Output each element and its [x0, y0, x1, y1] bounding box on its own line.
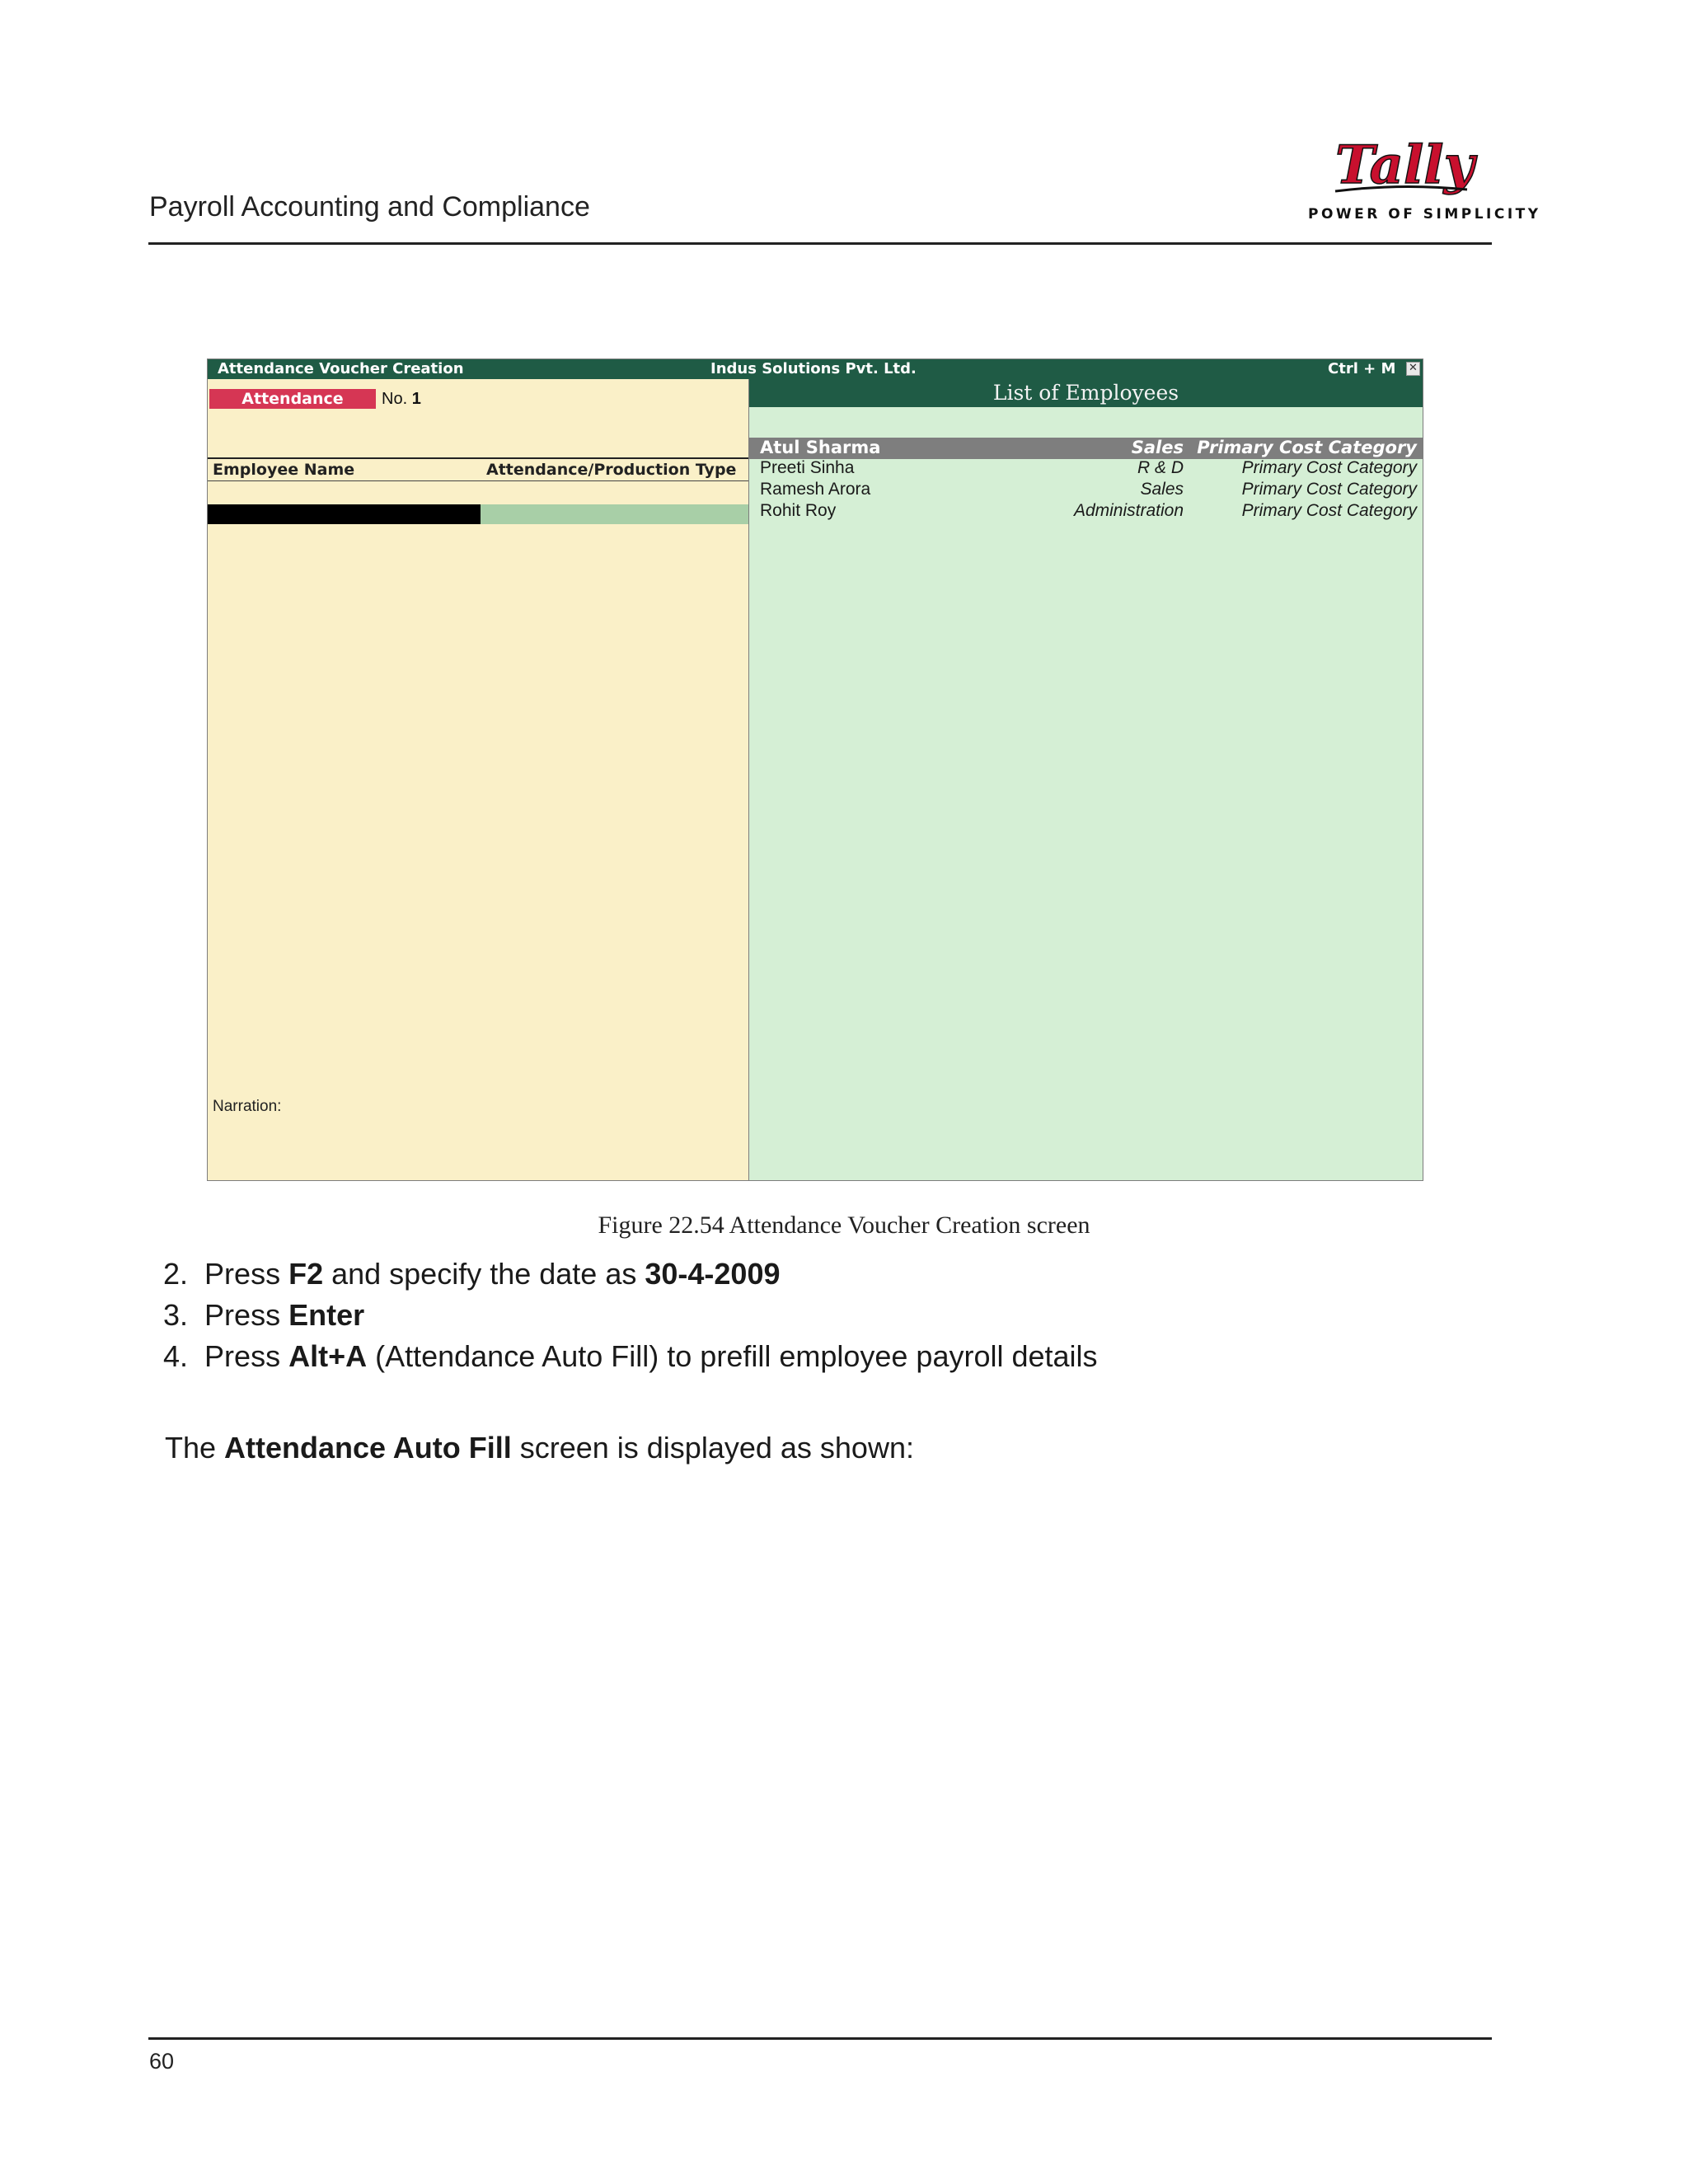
- step-number: 3.: [163, 1298, 189, 1332]
- employee-department: Sales: [1140, 480, 1184, 499]
- employee-list-item[interactable]: [749, 438, 1423, 459]
- step-text: Press: [204, 1339, 289, 1373]
- employee-name: Rohit Roy: [760, 501, 837, 520]
- narration-label: Narration:: [213, 1098, 282, 1115]
- attendance-voucher-screenshot: [207, 359, 1423, 1181]
- employee-list-item[interactable]: [749, 480, 1423, 501]
- employee-list-title: List of Employees: [749, 379, 1423, 407]
- voucher-type-badge[interactable]: Attendance: [209, 389, 376, 409]
- employee-cost-category: Primary Cost Category: [1241, 458, 1417, 477]
- step-number: 4.: [163, 1339, 189, 1373]
- page-header-title: Payroll Accounting and Compliance: [149, 191, 590, 223]
- employee-department: R & D: [1137, 458, 1184, 477]
- titlebar-shortcut: Ctrl + M: [1328, 360, 1396, 377]
- employee-cost-category: Primary Cost Category: [1241, 501, 1417, 520]
- employee-list-item[interactable]: [749, 458, 1423, 480]
- step-text: Press: [204, 1298, 289, 1332]
- voucher-pane: [208, 379, 749, 1180]
- step-key: Enter: [288, 1298, 365, 1332]
- step-number: 2.: [163, 1257, 189, 1291]
- employee-department: Sales: [1131, 438, 1184, 457]
- voucher-no-value: 1: [411, 390, 421, 408]
- voucher-no-label: No.: [382, 390, 408, 408]
- employee-name: Ramesh Arora: [760, 480, 871, 499]
- column-header-bottom-rule: [208, 480, 748, 481]
- figure-caption: Figure 22.54 Attendance Voucher Creation screen: [598, 1212, 1090, 1239]
- employee-cost-category: Primary Cost Category: [1197, 438, 1417, 457]
- close-icon[interactable]: ✕: [1406, 362, 1420, 376]
- employee-list-item[interactable]: [749, 501, 1423, 523]
- step-item: [163, 1339, 1098, 1374]
- logo-tagline: POWER OF SIMPLICITY: [1308, 206, 1541, 223]
- step-item: [163, 1257, 781, 1291]
- step-text: (Attendance Auto Fill) to prefill employee payroll details: [367, 1339, 1098, 1373]
- logo-text: Tally: [1335, 134, 1475, 196]
- employee-name: Preeti Sinha: [760, 458, 855, 477]
- step-text: and specify the date as: [323, 1257, 645, 1291]
- step-item: [163, 1298, 364, 1333]
- employee-list-pane: [749, 379, 1423, 1180]
- column-header-top-rule: [208, 457, 748, 459]
- step-text: Press: [204, 1257, 289, 1291]
- voucher-number: [382, 390, 421, 409]
- column-employee-name: Employee Name: [213, 461, 355, 479]
- footer-rule: [148, 2037, 1492, 2040]
- step-key: Alt+A: [288, 1339, 368, 1373]
- employee-cost-category: Primary Cost Category: [1241, 480, 1417, 499]
- employee-department: Administration: [1073, 501, 1184, 520]
- titlebar-company: Indus Solutions Pvt. Ltd.: [710, 360, 917, 377]
- titlebar-title: Attendance Voucher Creation: [218, 360, 464, 377]
- note-text: The: [165, 1431, 225, 1465]
- page-number: 60: [149, 2049, 175, 2074]
- header-rule: [148, 242, 1492, 245]
- body-note: [165, 1431, 914, 1465]
- employee-name: Atul Sharma: [760, 438, 881, 457]
- note-text: screen is displayed as shown:: [511, 1431, 914, 1465]
- column-attendance-type: Attendance/Production Type: [486, 461, 737, 479]
- step-key: F2: [288, 1257, 324, 1291]
- titlebar: [208, 359, 1423, 379]
- step-value: 30-4-2009: [645, 1257, 781, 1291]
- employee-name-input[interactable]: [208, 504, 481, 524]
- note-bold: Attendance Auto Fill: [224, 1431, 512, 1465]
- attendance-type-input[interactable]: [481, 504, 748, 524]
